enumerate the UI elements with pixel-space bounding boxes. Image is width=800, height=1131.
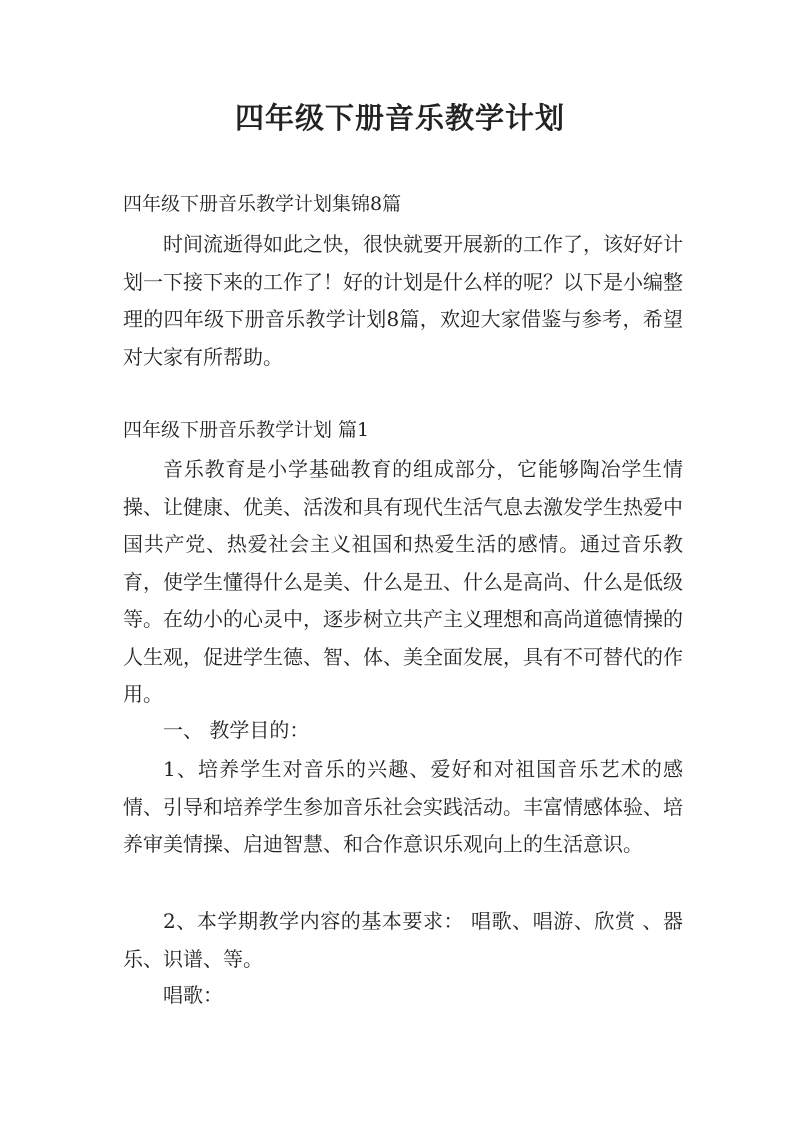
section-1-heading: 四年级下册音乐教学计划 篇1 — [123, 419, 370, 441]
goal-2-paragraph: 2、本学期教学内容的基本要求： 唱歌、唱游、欣赏 、器乐、识谱、等。 — [123, 909, 683, 971]
document-subtitle: 四年级下册音乐教学计划集锦8篇 — [123, 193, 402, 215]
singing-label: 唱歌： — [163, 983, 223, 1007]
document-title: 四年级下册音乐教学计划 — [234, 101, 565, 135]
goal-1-paragraph: 1、培养学生对音乐的兴趣、爱好和对祖国音乐艺术的感情、引导和培养学生参加音乐社会实践活动。丰富情感体验、培养审美情操、启迪智慧、和合作意识乐观向上的生活意识。 — [123, 757, 683, 856]
goal-heading: 一、 教学目的： — [163, 718, 310, 742]
intro-paragraph: 时间流逝得如此之快，很快就要开展新的工作了，该好好计划一下接下来的工作了！好的计划是什么样的呢？以下是小编整理的四年级下册音乐教学计划8篇，欢迎大家借鉴与参考，希望对大家有所帮助。 — [123, 232, 683, 369]
section-1-paragraph: 音乐教育是小学基础教育的组成部分，它能够陶冶学生情操、让健康、优美、活泼和具有现代生活气息去激发学生热爱中国共产党、热爱社会主义祖国和热爱生活的感情。通过音乐教育，使学生懂得什么是美、什么是丑、什么是高尚、什么是低级等。在幼小的心灵中，逐步树立共产主义理想和高尚道德情操的人生观，促进学生德、智、体、美全面发展，具有不可替代的作用。 — [123, 457, 683, 706]
